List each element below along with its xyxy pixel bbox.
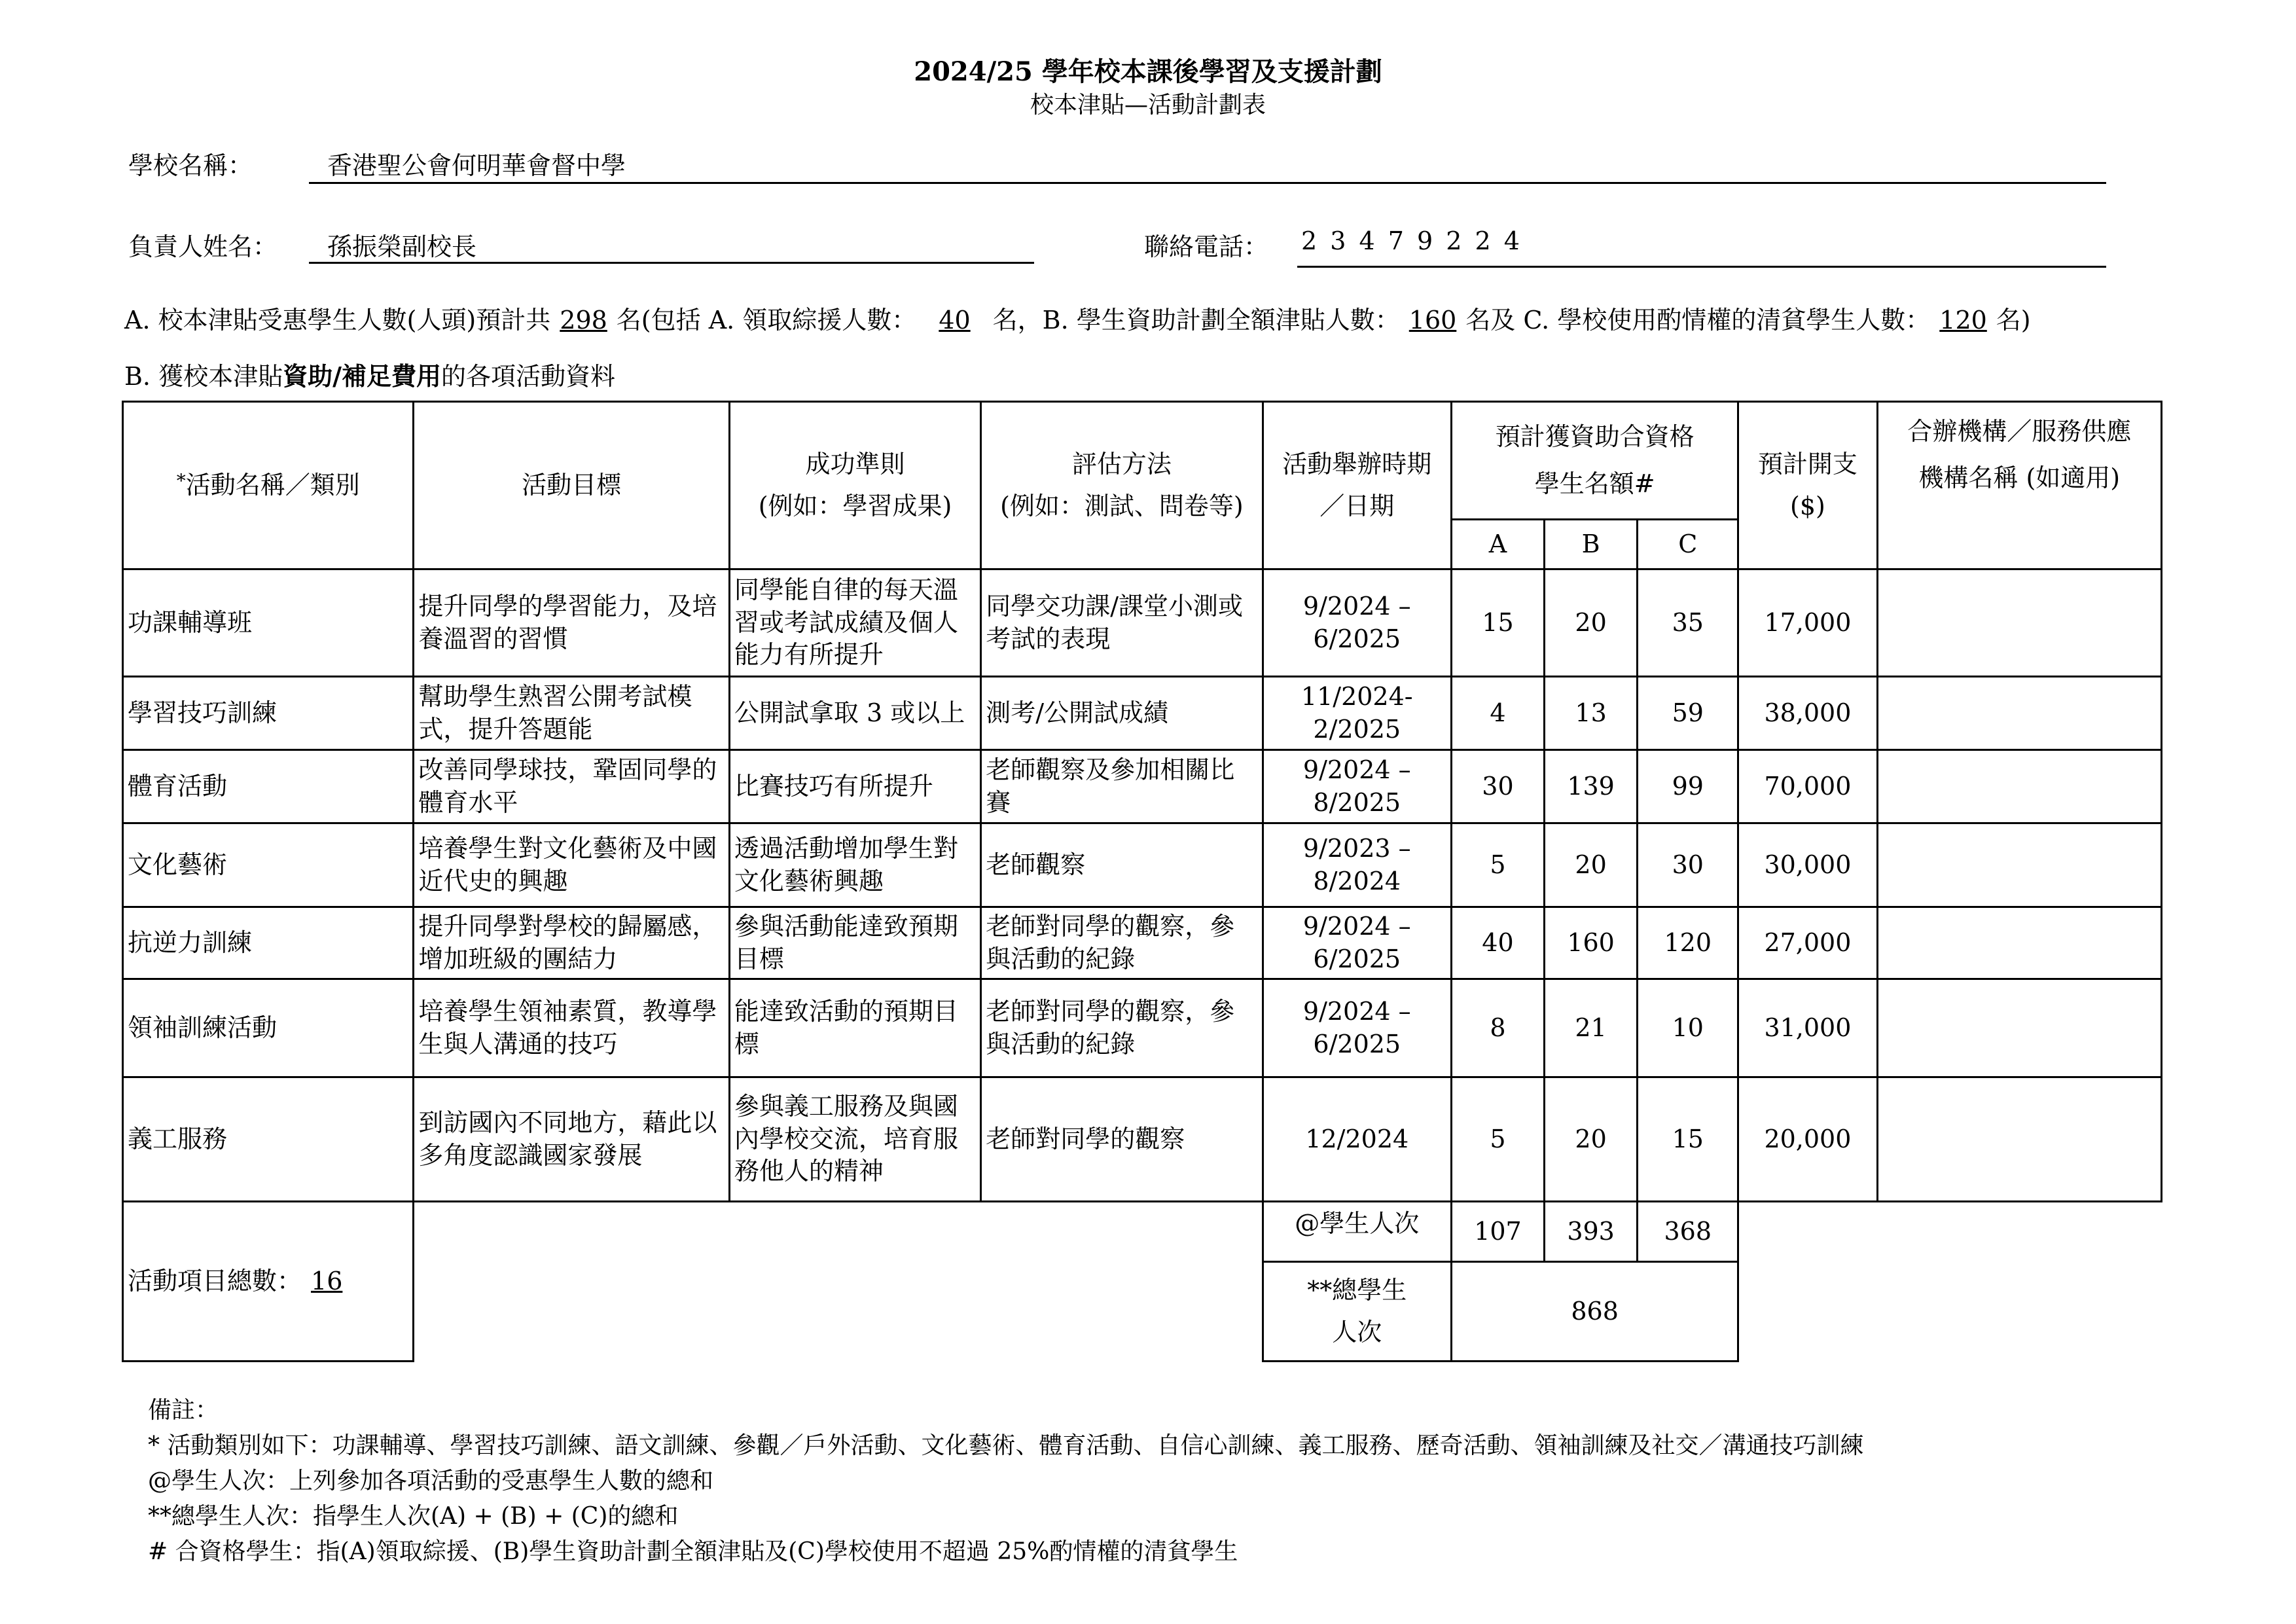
table-row: 學習技巧訓練 幫助學生熟習公開考試模式，提升答題能 公開試拿取 3 或以上 測考/公開試成績 11/2024-2/2025 4 13 59 38,000 xyxy=(123,677,2162,750)
page-title: 2024/25 學年校本課後學習及支援計劃 xyxy=(914,56,1382,87)
table-row: 功課輔導班 提升同學的學習能力，及培養溫習的習慣 同學能自律的每天溫習或考試成績及個人能力有所提升 同學交功課/課堂小測或考試的表現 9/2024 – 6/2025 15 20 35 17,000 xyxy=(123,569,2162,677)
total-items-value: 16 xyxy=(311,1266,343,1295)
header-col-b: B xyxy=(1545,520,1638,569)
table-row: 領袖訓練活動 培養學生領袖素質，教導學生與人溝通的技巧 能達致活動的預期目標 老師對同學的觀察，參與活動的紀錄 9/2024 – 6/2025 8 21 10 31,000 xyxy=(123,979,2162,1077)
person-value: 孫振榮副校長 xyxy=(327,232,477,261)
table-row: 抗逆力訓練 提升同學對學校的歸屬感，增加班級的團結力 參與活動能達致預期目標 老師對同學的觀察，參與活動的紀錄 9/2024 – 6/2025 40 160 120 27,000 xyxy=(123,907,2162,979)
header-partner: 合辦機構／服務供應 機構名稱 (如適用) xyxy=(1877,402,2161,569)
table-row: 體育活動 改善同學球技，鞏固同學的體育水平 比賽技巧有所提升 老師觀察及參加相關比賽 9/2024 – 8/2025 30 139 99 70,000 xyxy=(123,750,2162,823)
header-col-a: A xyxy=(1451,520,1544,569)
activity-table xyxy=(122,401,2162,1362)
total-students-label: **總學生 人次 xyxy=(1263,1262,1451,1362)
cssa-count: 40 xyxy=(939,306,971,334)
phone-label: 聯絡電話： xyxy=(1144,232,1269,261)
table-row: 義工服務 到訪國內不同地方，藉此以多角度認識國家發展 參與義工服務及與國內學校交流，培育服務他人的精神 老師對同學的觀察 12/2024 5 20 15 20,000 xyxy=(123,1077,2162,1202)
note-line: @學生人次：上列參加各項活動的受惠學生人數的總和 xyxy=(148,1468,714,1494)
person-underline xyxy=(309,262,1034,264)
header-col-c: C xyxy=(1638,520,1738,569)
header-period: 活動舉辦時期 ／日期 xyxy=(1263,402,1451,569)
header-row xyxy=(123,402,2162,520)
sum-b: 393 xyxy=(1545,1202,1638,1262)
note-line: # 合資格學生：指(A)領取綜援、(B)學生資助計劃全額津貼及(C)學校使用不超過 25%酌情權的清貧學生 xyxy=(148,1538,1238,1565)
total-items-cell: 活動項目總數： 16 xyxy=(123,1202,414,1362)
table-row: 文化藝術 培養學生對文化藝術及中國近代史的興趣 透過活動增加學生對文化藝術興趣 老師觀察 9/2023 – 8/2024 5 20 30 30,000 xyxy=(123,823,2162,907)
notes-heading: 備註： xyxy=(148,1397,219,1424)
header-activity: *活動名稱／類別 xyxy=(123,402,414,569)
school-name-underline xyxy=(309,182,2106,184)
section-a-text: A. 校本津貼受惠學生人數(人頭)預計共 298 名(包括 A. 領取綜援人數： 40 名，B. 學生資助計劃全額津貼人數： 160 名及 C. 學校使用酌情權的清貧學生人數： 120 名) xyxy=(124,306,2031,334)
header-cost: 預計開支 ($) xyxy=(1738,402,1877,569)
grand-total: 868 xyxy=(1451,1262,1738,1362)
phone-underline xyxy=(1297,266,2106,268)
school-name-value: 香港聖公會何明華會督中學 xyxy=(327,151,626,180)
notes-section xyxy=(148,1393,1863,1570)
phone-value: 2 3 4 7 9 2 2 4 xyxy=(1301,226,1522,255)
header-evaluation: 評估方法 (例如：測試、問卷等) xyxy=(981,402,1263,569)
header-quota: 預計獲資助合資格 學生名額# xyxy=(1451,402,1738,520)
header-criteria: 成功準則 (例如：學習成果) xyxy=(729,402,980,569)
discretion-count: 120 xyxy=(1939,306,1987,334)
note-line: **總學生人次：指學生人次(A) + (B) + (C)的總和 xyxy=(148,1503,679,1530)
person-label: 負責人姓名： xyxy=(128,232,278,261)
summary-row xyxy=(123,1202,2162,1262)
header-objective: 活動目標 xyxy=(414,402,729,569)
school-name-label: 學校名稱： xyxy=(128,151,253,180)
student-count-label: @學生人次 xyxy=(1263,1202,1451,1262)
sum-a: 107 xyxy=(1451,1202,1544,1262)
section-b-text: B. 獲校本津貼資助/補足費用的各項活動資料 xyxy=(124,361,615,391)
total-beneficiaries: 298 xyxy=(560,306,607,334)
sum-c: 368 xyxy=(1638,1202,1738,1262)
page-subtitle: 校本津貼—活動計劃表 xyxy=(1030,92,1266,118)
ssa-count: 160 xyxy=(1408,306,1457,334)
note-line: * 活動類別如下：功課輔導、學習技巧訓練、語文訓練、參觀／戶外活動、文化藝術、體育活動、自信心訓練、義工服務、歷奇活動、領袖訓練及社交／溝通技巧訓練 xyxy=(148,1432,1864,1459)
